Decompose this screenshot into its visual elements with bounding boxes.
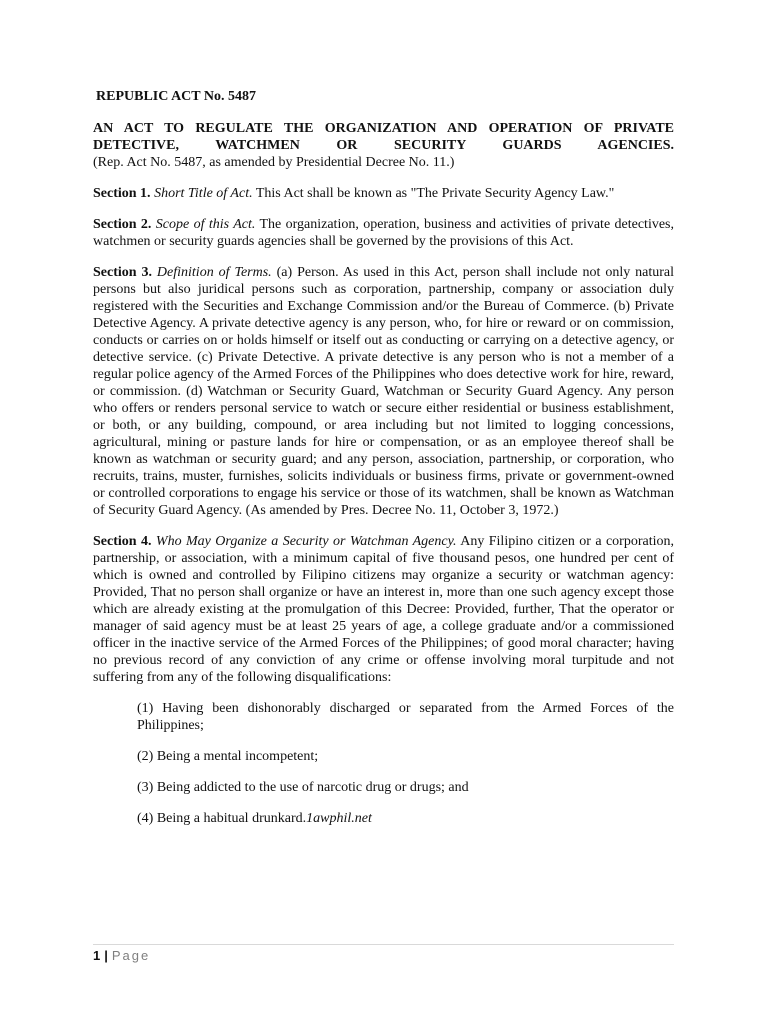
section-heading: Definition of Terms.: [156, 265, 272, 280]
page-footer: [93, 944, 674, 964]
section-text: Any Filipino citizen or a corporation, partnership, or association, with a minimum capital of five thousand pesos, one hundred per cent of which is owned and controlled by Filipino citizens may organize a security or watchman agency: Provided, That no person shall organize or have an interest in, more than one such agency except those which are already existing at the promulgation of this Decree: Provided, further, That the operator or manager of said agency must be at least 25 years of age, a college graduate and/or a commissioned officer in the inactive service of the Armed Forces of the Philippines; of good moral character; having no previous record of any conviction of any crime or offense involving moral turpitude and not suffering from any of the following disqualifications:: [93, 534, 674, 685]
section-number: Section 1.: [93, 186, 151, 201]
section-heading: Scope of this Act.: [155, 217, 256, 232]
page-number: 1: [93, 948, 101, 963]
section-heading: Who May Organize a Security or Watchman Agency.: [155, 534, 457, 549]
section-number: Section 3.: [93, 265, 152, 280]
list-item: (2) Being a mental incompetent;: [137, 749, 319, 764]
list-item: (1) Having been dishonorably discharged or separated from the Armed Forces of the Philippines;: [137, 701, 674, 733]
section-number: Section 4.: [93, 534, 152, 549]
section-text: The organization, operation, business and activities of private detectives, watchmen or security guards agencies shall be governed by the provisions of this Act.: [93, 217, 674, 249]
disqualifications-list: [93, 700, 674, 827]
long-title-line-2: DETECTIVE, WATCHMEN OR SECURITY GUARDS AGENCIES.: [93, 138, 674, 153]
long-title-line-1: AN ACT TO REGULATE THE ORGANIZATION AND OPERATION OF PRIVATE: [93, 121, 674, 136]
footer-separator: |: [104, 948, 108, 963]
section-text: This Act shall be known as "The Private Security Agency Law.": [255, 186, 615, 201]
document-title: REPUBLIC ACT No. 5487: [96, 89, 256, 104]
source-watermark: 1awphil.net: [306, 811, 372, 826]
list-item: [137, 810, 674, 827]
section-number: Section 2.: [93, 217, 152, 232]
amendment-note: (Rep. Act No. 5487, as amended by Presidential Decree No. 11.): [93, 155, 455, 170]
page-label: Page: [111, 948, 151, 963]
section-4: [93, 533, 674, 686]
list-item: (3) Being addicted to the use of narcotic drug or drugs; and: [137, 780, 469, 795]
section-1: [93, 185, 674, 202]
section-text: (a) Person. As used in this Act, person shall include not only natural persons but also juridical persons such as corporation, partnership, company or association duly registered with the Securities and Exchange Commission and/or the Bureau of Commerce. (b) Private Detective Agency. A private detective agency is any person, who, for hire or reward or on commission, conducts or carries on or holds himself or itself out as conducting or carrying on a detective agency, or detective service. (c) Private Detective. A private detective is any person who is not a member of a regular police agency of the Armed Forces of the Philippines who does detective work for hire, reward, or commission. (d) Watchman or Security Guard, Watchman or Security Guard Agency. Any person who offers or renders personal service to watch or secure either residential or business establishment, or both, or any building, compound, or area including but not limited to logging concessions, agricultural, mining or pasture lands for hire or compensation, or as an employee thereof shall be known as watchman or security guard; and any person, association, partnership, or corporation, who recruits, trains, muster, furnishes, solicits individuals or business firms, private or government-owned or controlled corporations to engage his service or those of its watchmen, shall be known as Watchman of Security Guard Agency. (As amended by Pres. Decree No. 11, October 3, 1972.): [93, 265, 675, 518]
section-3: [93, 264, 674, 519]
list-item-text: (4) Being a habitual drunkard.: [137, 811, 307, 826]
section-heading: Short Title of Act.: [154, 186, 253, 201]
act-long-title: [93, 120, 674, 154]
section-2: [93, 216, 674, 250]
